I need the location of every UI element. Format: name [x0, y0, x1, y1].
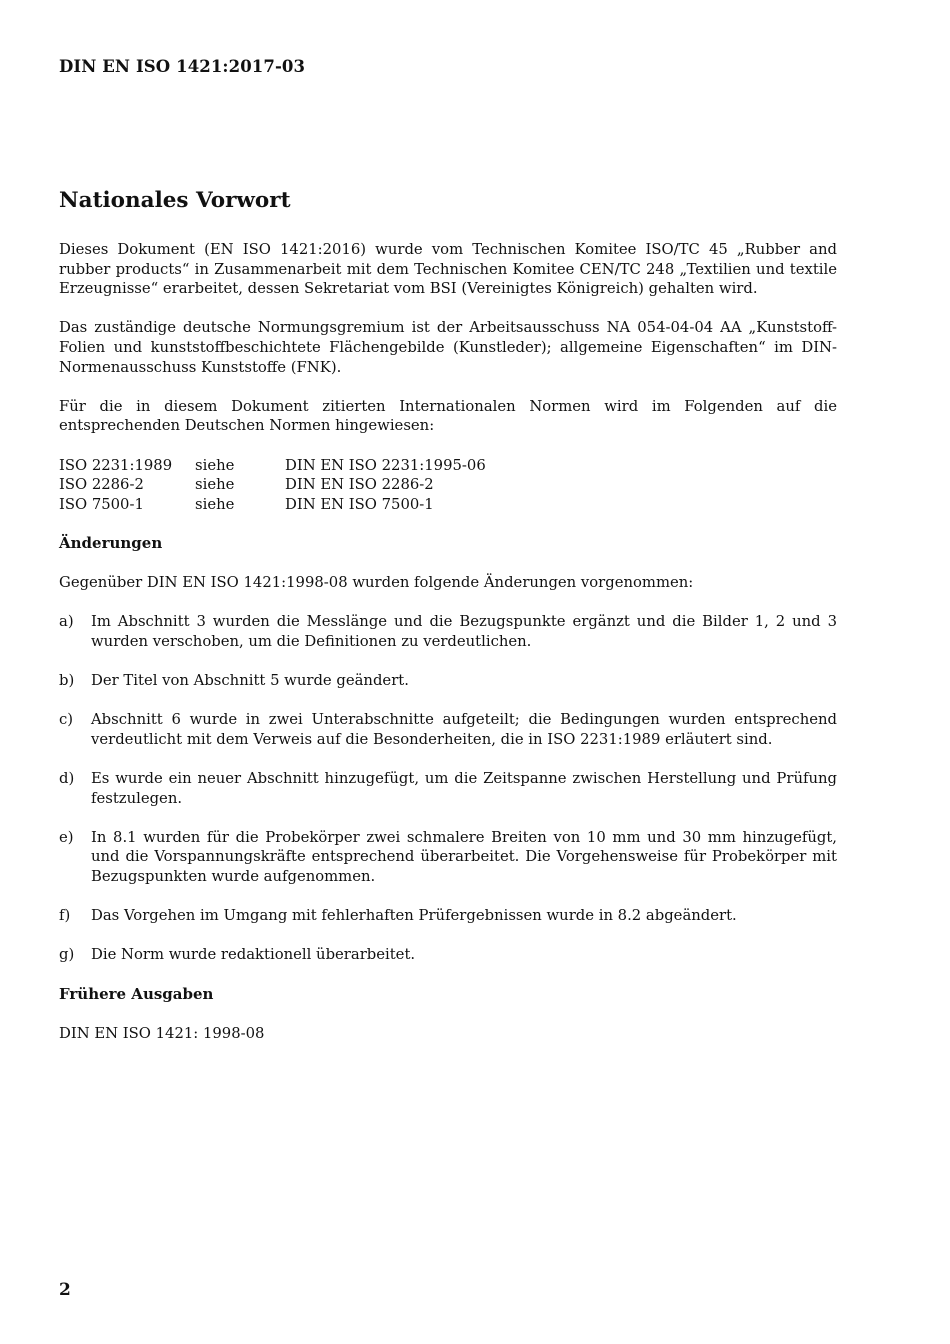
list-item [59, 828, 837, 887]
reference-row [59, 495, 837, 515]
reference-sep: siehe [195, 456, 235, 474]
reference-iso: ISO 2231:1989 [59, 456, 173, 474]
list-item-label: g) [59, 946, 75, 964]
list-item-text: Es wurde ein neuer Abschnitt hinzugefügt, um die Zeitspanne zwischen Herstellung und Prüfung festzulegen. [91, 770, 837, 807]
list-item-label: c) [59, 711, 74, 729]
list-item-label: b) [59, 672, 75, 690]
document-id-header: DIN EN ISO 1421:2017-03 [59, 57, 306, 76]
page-number: 2 [59, 1280, 71, 1300]
list-item-text: Das Vorgehen im Umgang mit fehlerhaften Prüfergebnissen wurde in 8.2 abgeändert. [91, 907, 737, 925]
list-item [59, 945, 837, 965]
list-item [59, 769, 837, 808]
list-item [59, 906, 837, 926]
list-item-text: Im Abschnitt 3 wurden die Messlänge und die Bezugspunkte ergänzt und die Bilder 1, 2 und 3 wurden verschoben, um die Definitionen zu verdeutlichen. [91, 613, 837, 650]
reference-list [59, 456, 837, 515]
reference-din: DIN EN ISO 2231:1995-06 [285, 456, 486, 474]
list-item-label: e) [59, 828, 74, 846]
reference-sep: siehe [195, 495, 235, 513]
list-item-label: a) [59, 613, 74, 631]
reference-row [59, 475, 837, 495]
previous-editions-heading: Frühere Ausgaben [59, 984, 214, 1003]
list-item-text: In 8.1 wurden für die Probekörper zwei schmalere Breiten von 10 mm und 30 mm hinzugefügt, und die Vorspannungskräfte entsprechend überarbeitet. Die Vorgehensweise für Probekörper mit Bezugspunkten wurde aufgenommen. [91, 828, 837, 885]
list-item-text: Abschnitt 6 wurde in zwei Unterabschnitte aufgeteilt; die Bedingungen wurden entsprechend verdeutlicht mit dem Verweis auf die Besonderheiten, die in ISO 2231:1989 erläutert sind. [91, 711, 837, 748]
reference-din: DIN EN ISO 7500-1 [285, 495, 434, 513]
paragraph: Für die in diesem Dokument zitierten Internationalen Normen wird im Folgenden auf die entsprechenden Deutschen Normen hingewiesen: [59, 397, 837, 435]
list-item [59, 671, 837, 691]
page-title: Nationales Vorwort [59, 188, 291, 213]
list-item-text: Der Titel von Abschnitt 5 wurde geändert. [91, 672, 409, 690]
reference-sep: siehe [195, 476, 235, 494]
changes-heading: Änderungen [59, 533, 163, 552]
paragraph: Dieses Dokument (EN ISO 1421:2016) wurde vom Technischen Komitee ISO/TC 45 „Rubber and rubber products“ in Zusammenarbeit mit dem Technischen Komitee CEN/TC 248 „Textilien und textile Erzeugnisse“ erarbeitet, dessen Sekretariat vom BSI (Vereinigtes Königreich) gehalten wird. [59, 241, 837, 298]
reference-iso: ISO 7500-1 [59, 495, 144, 513]
list-item-text: Die Norm wurde redaktionell überarbeitet. [91, 946, 416, 964]
list-item [59, 710, 837, 749]
paragraph: Das zuständige deutsche Normungsgremium ist der Arbeitsausschuss NA 054-04-04 AA „Kunststoff-Folien und kunststoffbeschichtete Flächengebilde (Kunstleder); allgemeine Eigenschaften“ im DIN-Normenausschuss Kunststoffe (FNK). [59, 319, 837, 376]
reference-row [59, 456, 837, 476]
previous-editions-text: DIN EN ISO 1421: 1998-08 [59, 1024, 265, 1042]
list-item [59, 612, 837, 651]
changes-list [59, 612, 837, 965]
reference-iso: ISO 2286-2 [59, 476, 144, 494]
reference-din: DIN EN ISO 2286-2 [285, 476, 434, 494]
changes-intro: Gegenüber DIN EN ISO 1421:1998-08 wurden folgende Änderungen vorgenommen: [59, 574, 694, 592]
list-item-label: d) [59, 770, 75, 788]
document-body [59, 240, 837, 1063]
list-item-label: f) [59, 907, 71, 925]
